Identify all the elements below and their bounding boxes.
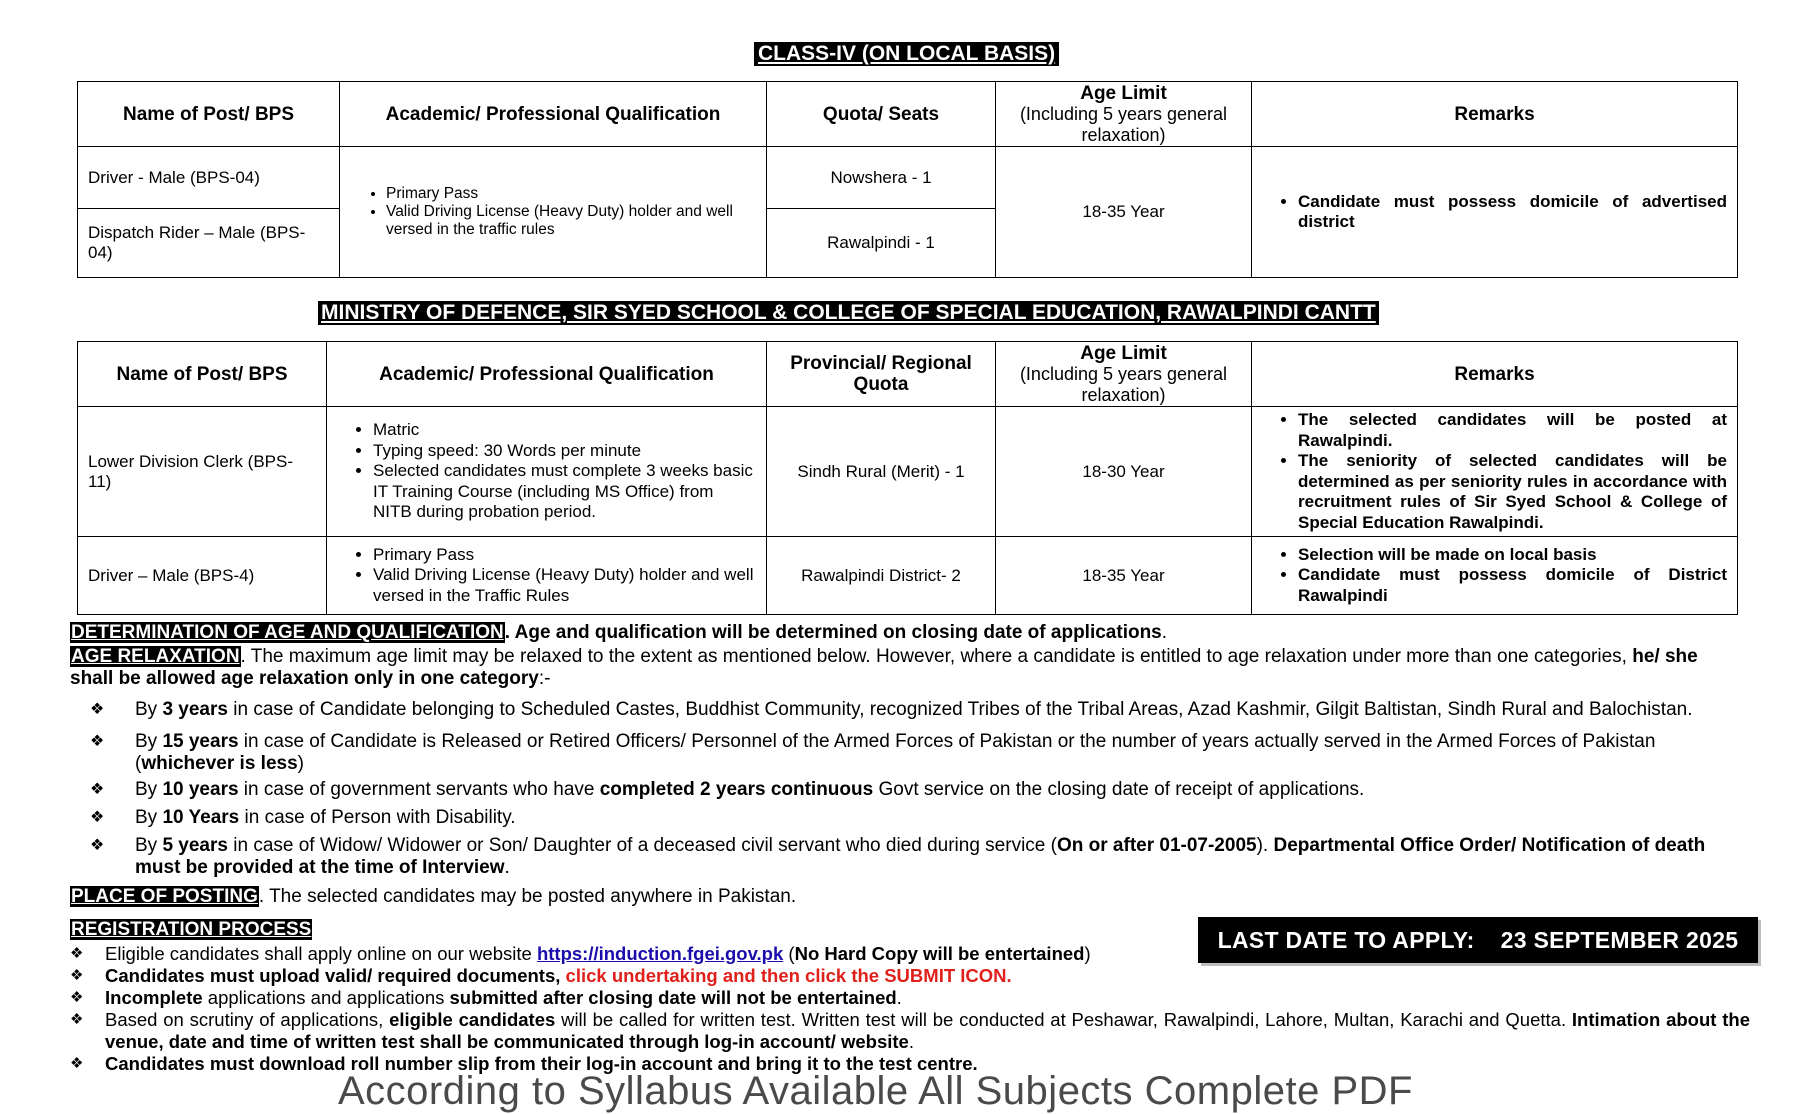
item-bold: Candidates must upload valid/ required documents, <box>105 965 566 986</box>
item-bold: 10 Years <box>162 807 240 828</box>
diamond-bullet-icon: ❖ <box>90 733 105 750</box>
diamond-bullet-icon: ❖ <box>90 701 105 718</box>
item-text: ( <box>783 943 795 964</box>
diamond-bullet-icon: ❖ <box>90 809 105 826</box>
qualification-cell <box>327 537 767 615</box>
item-bold: Departmental Office Order/ Notification of death must be provided at the time of Interview <box>135 835 1706 878</box>
header-quota: Quota/ Seats <box>767 82 996 147</box>
determination-paragraph <box>70 622 1730 644</box>
item-text: in case of Candidate belonging to Scheduled Castes, Buddhist Community, recognized Tribes of the Tribal Areas, Azad Kashmir, Gilgit Baltistan, Sindh Rural and Balochistan. <box>227 699 1693 720</box>
age-cell: 18-30 Year <box>996 407 1252 537</box>
relaxation-item <box>90 779 1740 801</box>
remarks-cell <box>1252 537 1738 615</box>
header-post: Name of Post/ BPS <box>78 82 340 147</box>
item-pre: By <box>135 835 163 856</box>
quota-cell: Rawalpindi District- 2 <box>767 537 996 615</box>
list-item: • Candidate must possess domicile of District Rawalpindi <box>1298 565 1727 606</box>
item-pre: By <box>135 779 163 800</box>
relaxation-item <box>90 731 1740 775</box>
item-text: applications and applications <box>202 987 450 1008</box>
item-bold: 10 years <box>162 779 239 800</box>
item-text: in case of government servants who have <box>238 779 600 800</box>
relaxation-item <box>90 835 1740 879</box>
last-date-banner <box>1198 917 1758 963</box>
diamond-bullet-icon: ❖ <box>70 945 84 962</box>
item-mid: ). <box>1256 835 1274 856</box>
item-text: in case of Widow/ Widower or Son/ Daughter of a deceased civil servant who died during service ( <box>227 835 1057 856</box>
list-item: • Typing speed: 30 Words per minute <box>373 441 756 462</box>
last-date-value: 23 SEPTEMBER 2025 <box>1500 926 1739 953</box>
item-end: Govt service on the closing date of receipt of applications. <box>873 779 1365 800</box>
class-iv-table <box>77 81 1738 278</box>
list-item: • The selected candidates will be posted at Rawalpindi. <box>1298 410 1727 451</box>
table-row <box>78 407 1738 537</box>
age-cell: 18-35 Year <box>996 537 1252 615</box>
table-row <box>78 147 1738 209</box>
posting-text: . The selected candidates may be posted anywhere in Pakistan. <box>258 886 797 907</box>
list-item: • Selection will be made on local basis <box>1298 545 1727 566</box>
registration-item <box>70 987 1750 1009</box>
item-pre: By <box>135 699 163 720</box>
item-bold: eligible candidates <box>389 1009 556 1030</box>
header-qualification: Academic/ Professional Qualification <box>327 342 767 407</box>
post-cell: Driver – Male (BPS-4) <box>78 537 327 615</box>
item-red: click undertaking and then click the SUBMIT ICON. <box>565 965 1012 986</box>
mod-table <box>77 341 1738 615</box>
item-bold: No Hard Copy will be entertained <box>794 943 1085 964</box>
item-bold: submitted after closing date will not be entertained <box>449 987 897 1008</box>
age-sub: (Including 5 years general relaxation) <box>1019 363 1228 405</box>
remarks-cell <box>1252 407 1738 537</box>
item-bold: completed 2 years continuous <box>599 779 874 800</box>
item-bold: whichever is less <box>141 753 298 774</box>
remarks-cell <box>1252 147 1738 278</box>
item-text: Eligible candidates shall apply online on our website <box>105 943 537 964</box>
post-cell: Lower Division Clerk (BPS-11) <box>78 407 327 537</box>
website-link[interactable]: https://induction.fgei.gov.pk <box>536 943 784 964</box>
item-text: will be called for written test. Written test will be conducted at Peshawar, Rawalpindi, Lahore, Multan, Karachi and Quetta. <box>555 1009 1572 1030</box>
header-age <box>996 82 1252 147</box>
list-item: • Primary Pass <box>386 185 756 203</box>
determination-tag: DETERMINATION OF AGE AND QUALIFICATION <box>71 622 504 643</box>
age-relaxation-tag: AGE RELAXATION <box>71 646 240 667</box>
registration-tag: REGISTRATION PROCESS <box>71 919 312 940</box>
list-item: • Candidate must possess domicile of advertised district <box>1298 192 1727 233</box>
list-item: • Valid Driving License (Heavy Duty) holder and well versed in the traffic rules <box>386 203 756 239</box>
quota-cell: Nowshera - 1 <box>767 147 996 209</box>
item-pre: By <box>135 731 163 752</box>
age-relaxation-text: . The maximum age limit may be relaxed to the extent as mentioned below. However, where a candidate is entitled to age relaxation under more than one categories, <box>240 646 1633 667</box>
list-item: • The seniority of selected candidates will be determined as per seniority rules in accordance with recruitment rules of Sir Syed School & College of Special Education Rawalpindi. <box>1298 451 1727 533</box>
post-cell: Dispatch Rider – Male (BPS-04) <box>78 209 340 278</box>
age-relaxation-end: :- <box>538 668 551 689</box>
quota-cell: Rawalpindi - 1 <box>767 209 996 278</box>
item-bold: Incomplete <box>105 987 203 1008</box>
header-remarks: Remarks <box>1252 82 1738 147</box>
header-remarks: Remarks <box>1252 342 1738 407</box>
item-end: . <box>504 857 510 878</box>
diamond-bullet-icon: ❖ <box>70 1055 84 1072</box>
registration-item <box>70 1009 1750 1053</box>
qualification-cell <box>340 147 767 278</box>
item-end: ) <box>1084 943 1091 964</box>
diamond-bullet-icon: ❖ <box>90 781 105 798</box>
footer-caption: According to Syllabus Available All Subjects Complete PDF <box>338 1069 1413 1113</box>
relaxation-item <box>90 699 1740 721</box>
item-text: in case of Candidate is Released or Retired Officers/ Personnel of the Armed Forces of Pakistan or the number of years actually served in the Armed Forces of Pakistan ( <box>135 731 1656 774</box>
header-quota: Provincial/ Regional Quota <box>767 342 996 407</box>
qualification-cell <box>327 407 767 537</box>
item-text: Based on scrutiny of applications, <box>105 1009 390 1030</box>
age-relaxation-paragraph <box>70 646 1730 690</box>
list-item: • Matric <box>373 420 756 441</box>
diamond-bullet-icon: ❖ <box>70 1011 84 1028</box>
header-age <box>996 342 1252 407</box>
age-title: Age Limit <box>1080 82 1167 104</box>
item-end: . <box>896 987 902 1008</box>
item-pre: By <box>135 807 163 828</box>
class-iv-heading: CLASS-IV (ON LOCAL BASIS) <box>754 42 1059 66</box>
age-title: Age Limit <box>1080 342 1167 364</box>
item-bold: Intimation about the venue, date and time of written test shall be communicated through log-in account/ website <box>105 1009 1750 1052</box>
list-item: • Valid Driving License (Heavy Duty) holder and well versed in the Traffic Rules <box>373 565 756 606</box>
post-cell: Driver - Male (BPS-04) <box>78 147 340 209</box>
relaxation-item <box>90 807 1740 829</box>
list-item: • Primary Pass <box>373 545 756 566</box>
diamond-bullet-icon: ❖ <box>70 967 84 984</box>
list-item: • Selected candidates must complete 3 weeks basic IT Training Course (including MS Office) from NITB during probation period. <box>373 461 756 523</box>
header-post: Name of Post/ BPS <box>78 342 327 407</box>
quota-cell: Sindh Rural (Merit) - 1 <box>767 407 996 537</box>
item-text: in case of Person with Disability. <box>239 807 516 828</box>
item-bold: 15 years <box>162 731 239 752</box>
mod-heading: MINISTRY OF DEFENCE, SIR SYED SCHOOL & COLLEGE OF SPECIAL EDUCATION, RAWALPINDI CANTT <box>318 301 1379 325</box>
item-bold: Candidates must download roll number slip from their log-in account and bring it to the test centre. <box>105 1053 978 1074</box>
table-row <box>78 537 1738 615</box>
age-cell: 18-35 Year <box>996 147 1252 278</box>
item-bold: 5 years <box>162 835 228 856</box>
diamond-bullet-icon: ❖ <box>90 837 105 854</box>
item-bold: 3 years <box>162 699 228 720</box>
last-date-label: LAST DATE TO APPLY: <box>1217 926 1475 953</box>
determination-end: . <box>1161 622 1168 643</box>
diamond-bullet-icon: ❖ <box>70 989 84 1006</box>
posting-tag: PLACE OF POSTING <box>71 886 258 907</box>
item-end: . <box>908 1031 914 1052</box>
item-bold: On or after 01-07-2005 <box>1056 835 1257 856</box>
determination-text: . Age and qualification will be determined on closing date of applications <box>504 622 1162 643</box>
item-end: ) <box>297 753 304 774</box>
posting-paragraph <box>70 886 1730 908</box>
age-sub: (Including 5 years general relaxation) <box>1019 103 1228 145</box>
header-qualification: Academic/ Professional Qualification <box>340 82 767 147</box>
registration-item <box>70 965 1750 987</box>
age-relaxation-bold: he/ she shall be allowed age relaxation only in one category <box>70 646 1698 689</box>
